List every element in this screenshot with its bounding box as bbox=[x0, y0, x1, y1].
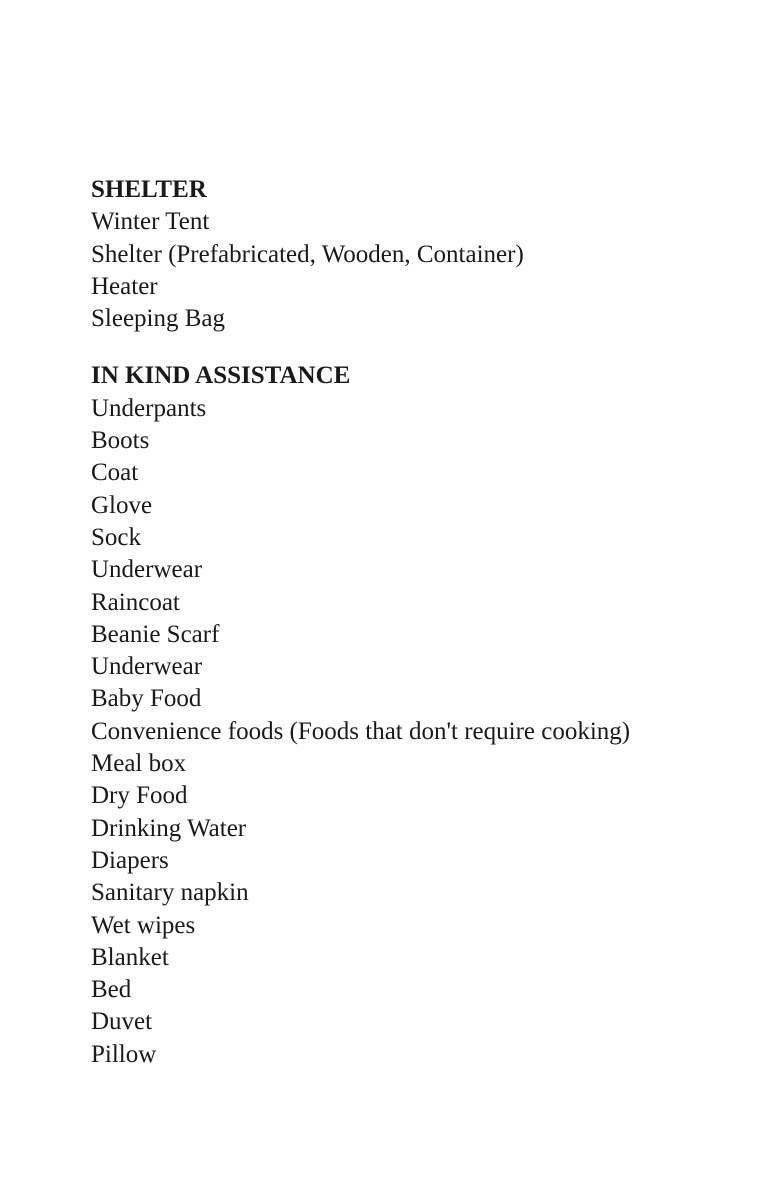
list-item: Coat bbox=[91, 459, 139, 487]
list-item: Drinking Water bbox=[91, 814, 247, 842]
list-item: Underpants bbox=[91, 394, 207, 422]
list-item: Dry Food bbox=[91, 782, 188, 810]
list-item: Raincoat bbox=[91, 588, 180, 616]
list-item: Sleeping Bag bbox=[91, 305, 226, 333]
list-item: Duvet bbox=[91, 1008, 153, 1036]
list-item: Heater bbox=[91, 272, 158, 300]
section-title: IN KIND ASSISTANCE bbox=[91, 362, 351, 390]
list-item: Meal box bbox=[91, 750, 187, 778]
list-item: Convenience foods (Foods that don't require cooking) bbox=[91, 717, 631, 745]
list-item: Blanket bbox=[91, 943, 169, 971]
section-shelter bbox=[91, 174, 751, 335]
list-item: Boots bbox=[91, 427, 150, 455]
list-item: Shelter (Prefabricated, Wooden, Container) bbox=[91, 240, 524, 268]
list-item: Sanitary napkin bbox=[91, 879, 249, 907]
document-page bbox=[91, 174, 751, 1071]
list-item: Diapers bbox=[91, 846, 169, 874]
item-list bbox=[91, 206, 751, 335]
section-title: SHELTER bbox=[91, 176, 207, 203]
list-item: Wet wipes bbox=[91, 911, 196, 939]
list-item: Underwear bbox=[91, 556, 203, 584]
section-in-kind-assistance bbox=[91, 360, 751, 1071]
list-item: Sock bbox=[91, 523, 141, 551]
item-list bbox=[91, 393, 751, 1071]
list-item: Underwear bbox=[91, 653, 203, 681]
list-item: Baby Food bbox=[91, 685, 202, 713]
list-item: Winter Tent bbox=[91, 208, 210, 236]
list-item: Bed bbox=[91, 976, 132, 1004]
list-item: Pillow bbox=[91, 1040, 157, 1068]
list-item: Beanie Scarf bbox=[91, 620, 220, 648]
section-gap bbox=[91, 335, 751, 360]
list-item: Glove bbox=[91, 491, 153, 519]
